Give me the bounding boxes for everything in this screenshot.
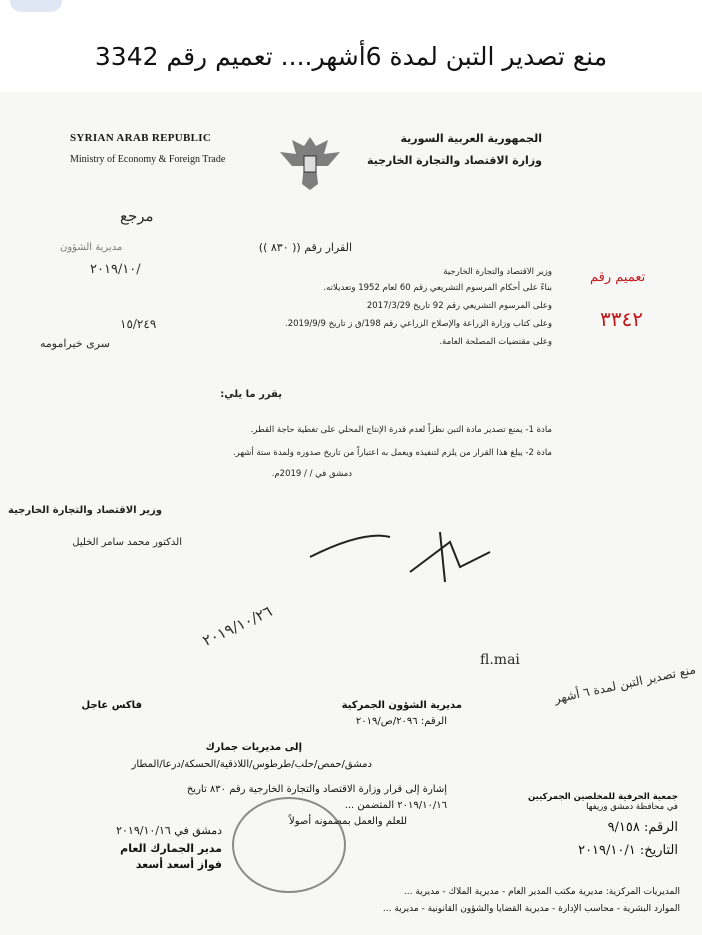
post-caption: منع تصدير التبن لمدة 6أشهر.... تعميم رقم 3342 [94, 42, 608, 71]
assoc-line-1: جمعية الحرفية للمخلصين الجمركيين [527, 792, 678, 802]
handwritten-left-1: ٢٠١٩/١٠/ [90, 262, 141, 277]
fax-label: فاكس عاجل [81, 700, 142, 711]
assoc-line-2: في محافظة دمشق وريفها [586, 802, 678, 812]
handwritten-initial: fl.mai [480, 652, 520, 668]
handwritten-right-label: منع تصدير التبن لمدة ٦ أشهر [553, 662, 697, 706]
handwritten-left-3: سری خیرامومه [40, 337, 111, 350]
signer-title: وزير الاقتصاد والتجارة الخارجية [8, 505, 162, 516]
footer-line-2: الموارد البشرية - محاسب الإدارة - مديرية القضايا والشؤون القانونية - مديرية ... [382, 904, 680, 914]
customs-ref: الرقم: ٢٠٩٦/ص/٢٠١٩ [355, 716, 447, 727]
customs-to: إلى مديريات جمارك [205, 742, 302, 753]
red-annotation-number: ٣٣٤٢ [600, 307, 643, 331]
customs-directorate: مديرية الشؤون الجمركية [341, 700, 462, 711]
handwritten-left-2: ١٥/٢٤٩ [120, 317, 157, 331]
article-1: مادة 1- يمنع تصدير مادة التبن نظراً لعدم قدرة الإنتاج المحلي على تغطية حاجة القطر. [250, 425, 552, 435]
signature-icon [300, 512, 500, 592]
customs-cities: دمشق/حمص/حلب/طرطوس/اللاذقية/الحسكة/درعا/المطار [131, 759, 372, 770]
customs-date: دمشق في ٢٠١٩/١٠/١٦ [116, 824, 222, 837]
preamble-line-3: وعلى كتاب وزارة الزراعة والإصلاح الزراعي رقم 198/ق ز تاريخ 2019/9/9. [285, 319, 552, 329]
customs-body-3: للعلم والعمل بمضمونه أصولاً [289, 816, 407, 827]
preamble-line-0: وزير الاقتصاد والتجارة الخارجية [443, 267, 552, 277]
customs-body-2: ٢٠١٩/١٠/١٦ المتضمن ... [344, 800, 447, 811]
assoc-date: التاريخ: ٢٠١٩/١٠/١ [578, 843, 678, 858]
eagle-emblem-icon [270, 132, 350, 194]
decides-heading: يقرر ما يلي: [220, 389, 282, 400]
decision-date: دمشق في / / 2019م. [271, 469, 352, 479]
customs-body-1: إشارة إلى قرار وزارة الاقتصاد والتجارة الخارجية رقم ٨٣٠ تاريخ [186, 784, 447, 795]
assoc-number: الرقم: ٩/١٥٨ [607, 820, 678, 835]
preamble-line-2: وعلى المرسوم التشريعي رقم 92 تاريخ 2017/3/29 [366, 301, 552, 311]
association-stamp [478, 792, 678, 868]
signer-name: الدكتور محمد سامر الخليل [72, 537, 182, 548]
handwritten-note-top: مرجع [120, 207, 154, 225]
handwritten-diagonal: ٢٠١٩/١٠/٢٦ [199, 602, 275, 650]
decision-number: القرار رقم (( ٨٣٠ )) [258, 241, 352, 254]
footer-line-1: المديريات المركزية: مديرية مكتب المدير العام - مديرية الملاك - مديرية ... [403, 887, 680, 897]
top-badge [10, 0, 62, 12]
faint-stamp-text: مديرية الشؤون [60, 242, 123, 253]
article-2: مادة 2- يبلغ هذا القرار من يلزم لتنفيذه ويعمل به اعتباراً من تاريخ صدوره ولمدة ستة أشهر. [232, 448, 552, 458]
round-stamp-icon [232, 797, 346, 893]
preamble-line-1: بناءً على أحكام المرسوم التشريعي رقم 60 لعام 1952 وتعديلاته. [323, 283, 552, 293]
red-annotation-title: تعميم رقم [590, 270, 646, 285]
header-en-title: SYRIAN ARAB REPUBLIC [70, 132, 212, 144]
header-en-ministry: Ministry of Economy & Foreign Trade [70, 154, 226, 165]
header-ar-title: الجمهورية العربية السورية [400, 132, 542, 145]
director-title: مدير الجمارك العام [120, 842, 222, 855]
header-ar-ministry: وزارة الاقتصاد والتجارة الخارجية [366, 154, 542, 167]
document-page [0, 92, 702, 935]
preamble-line-4: وعلى مقتضيات المصلحة العامة. [439, 337, 552, 347]
director-name: فواز أسعد أسعد [135, 858, 222, 871]
